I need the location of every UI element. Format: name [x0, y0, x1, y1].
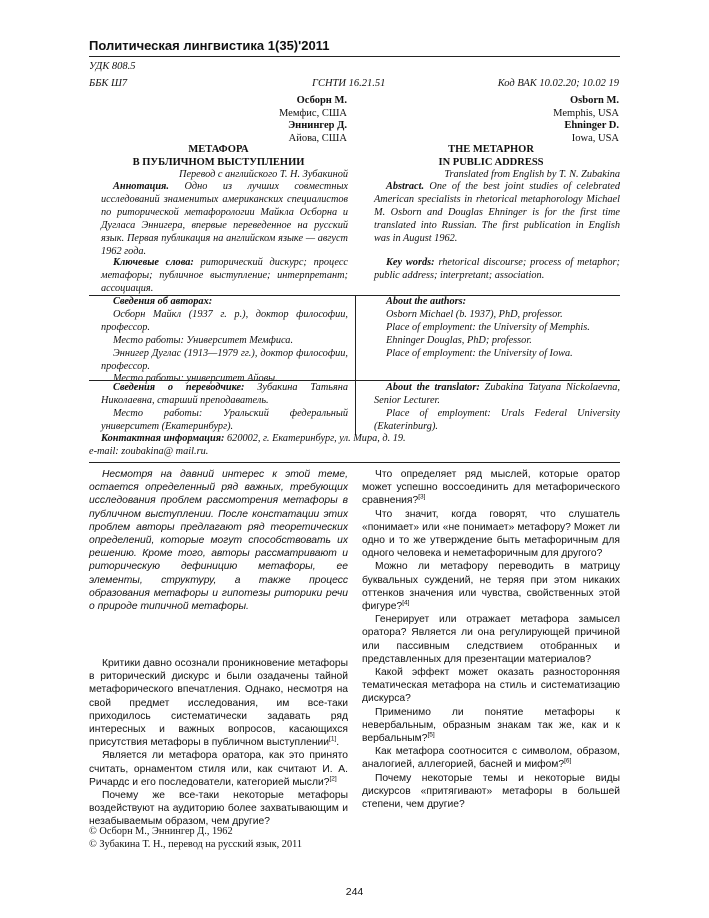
paragraph-text: Что определяет ряд мыслей, которые оратор может успешно воссоединить для метафорического сравнения? — [362, 469, 620, 507]
author-location: Айова, США — [288, 132, 347, 144]
section-label: Сведения об авторах: — [113, 296, 213, 307]
keywords-label: Key words: — [386, 257, 435, 268]
contact-address: 620002, г. Екатеринбург, ул. Мира, д. 19. — [227, 433, 406, 444]
about-translator-en — [362, 382, 620, 434]
contact-email[interactable]: e-mail: zoubakina@ mail.ru. — [89, 445, 209, 457]
author-name: Ehninger D. — [564, 120, 619, 132]
about-translator-ru — [89, 382, 348, 434]
translator-place: Place of employment: Urals Federal University (Ekaterinburg). — [374, 407, 620, 432]
body-paragraph — [362, 508, 620, 561]
keywords-en — [362, 257, 620, 283]
footnote-ref[interactable]: [3] — [418, 493, 426, 501]
paragraph-tail: . — [336, 737, 340, 749]
author-name: Osborn M. — [569, 95, 619, 106]
article-summary — [89, 468, 348, 613]
paragraph-text: Применимо ли понятие метафоры к невербальным, образным знакам так же, как и к вербальным? — [362, 706, 620, 745]
about-line: Place of employment: the University of Memphis. — [386, 321, 590, 333]
title-line: МЕТАФОРА — [188, 144, 249, 155]
about-line: Ehninger Douglas, PhD; professor. — [386, 334, 532, 346]
section-label: About the translator: — [386, 382, 480, 393]
footnote-ref[interactable]: [5] — [427, 731, 435, 739]
author-location: Iowa, USA — [571, 132, 619, 144]
about-line: Место работы: университет Айовы. — [113, 373, 278, 385]
translator-info: Zubakina Tatyana Nickolaevna, Senior Lecturer. — [374, 382, 620, 406]
keywords-ru — [89, 257, 348, 296]
footnote-ref[interactable]: [1] — [329, 735, 337, 743]
title-line: IN PUBLIC ADDRESS — [438, 157, 544, 168]
keywords-label: Ключевые слова: — [113, 257, 194, 268]
abstract-label: Abstract. — [386, 181, 425, 192]
title-line: В ПУБЛИЧНОМ ВЫСТУПЛЕНИИ — [132, 157, 305, 168]
about-line: Эннигер Дуглас (1913—1979 гг.), доктор философии, профессор. — [101, 347, 348, 372]
keywords-text: rhetorical discourse; process of metaphor; public address; interpretant; association. — [374, 257, 620, 281]
author-location: Мемфис, США — [278, 107, 347, 119]
copyright — [89, 825, 302, 851]
body-paragraph — [362, 772, 620, 812]
paragraph-text: Генерирует или отражает метафора замысел оратора? Является ли она регулирующей причиной или пассивным следствием отобранных и представленных для презентации материалов? — [362, 614, 620, 665]
journal-title: Политическая лингвистика 1(35)'2011 — [89, 38, 330, 53]
contact-info — [89, 433, 620, 459]
paragraph-text: Критики давно осознали проникновение метафоры в риторический дискурс и были озадачены тайной метафорического впечатления. Однако, несмотря на свой предмет исследования, им все-таки приходилось систематически задавать ряд интересных и важных вопросов, касающихся присутствия метафоры в публичном выступлении — [89, 658, 348, 749]
abstract-text: Одно из лучших совместных исследований знаменитых американских специалистов по риторической метафорологии Майкла Осборна и Дугласа Эннигера, впервые переведенное на русский язык. Первая публикация на английском языке — август 1962 года. — [101, 181, 348, 257]
about-authors-ru — [89, 296, 348, 386]
page-number: 244 — [345, 886, 364, 898]
translator-info: Зубакина Татьяна Николаевна, старший преподаватель. — [101, 382, 348, 406]
paragraph-text: Почему некоторые темы и некоторые виды дискурсов «притягивают» метафоры в большей степени, чем другие? — [362, 772, 620, 811]
summary-text: Несмотря на давний интерес к этой теме, остается определенный ряд важных, требующих исследования проблем рассмотрения метафоры в публичном выступлении. После констатации этих проблем авторы предлагают ряд теоретических определений, которые могут способствовать их решению. Кроме того, авторы рассматривают и риторическую дефиницию метафоры, ее элементы, структуру, а также процесс образования метафоры и гипотезы риторики речи о природе типичной метафоры. — [89, 469, 348, 613]
about-line: Place of employment: the University of Iowa. — [386, 347, 573, 359]
body-left-column — [89, 657, 348, 829]
body-paragraph — [362, 613, 620, 666]
body-paragraph — [89, 749, 348, 789]
paragraph-text: Можно ли метафору переводить в матрицу буквальных суждений, не теряя при этом никаких оттенков значения или чувства, свойственных этой фигуре? — [362, 561, 620, 613]
paragraph-text: Является ли метафора оратора, как это принято считать, орнаментом стиля или, как считают И. А. Ричардс и его последователи, категорией мысли? — [89, 750, 348, 788]
paragraph-text: Почему же все-таки некоторые метафоры воздействуют на аудиторию более захватывающим и незабываемым образом, чем другие? — [89, 790, 348, 828]
udk-code: УДК 808.5 — [89, 61, 136, 72]
vak-code: Код ВАК 10.02.20; 10.02 19 — [497, 78, 619, 89]
keywords-text: риторический дискурс; процесс метафоры; публичное выступление; интерпретант; ассоциация. — [101, 257, 348, 294]
body-paragraph — [362, 666, 620, 706]
body-paragraph — [362, 706, 620, 746]
body-paragraph — [362, 468, 620, 508]
abstract-en — [362, 181, 620, 246]
about-line: Место работы: Университет Мемфиса. — [113, 334, 294, 346]
header-rule — [89, 56, 620, 57]
about-line: Осборн Майкл (1937 г. р.), доктор философии, профессор. — [101, 308, 348, 333]
body-paragraph — [362, 560, 620, 613]
footnote-ref[interactable]: [4] — [402, 599, 410, 607]
about-line: Osborn Michael (b. 1937), PhD, professor. — [386, 308, 563, 320]
article-title-en — [362, 143, 620, 169]
author-name: Эннингер Д. — [288, 120, 347, 132]
paragraph-text: Как метафора соотносится с символом, образом, аналогией, аллегорией, басней и мифом? — [362, 746, 620, 771]
section-label: Сведения о переводчике: — [113, 382, 245, 393]
body-right-column — [362, 468, 620, 811]
footnote-ref[interactable]: [6] — [564, 758, 572, 766]
paragraph-text: Что значит, когда говорят, что слушатель «понимает» или «не понимает» метафору? Может ли одно и то же утверждение быть метафоричным для одного человека и неметафоричным для другого? — [362, 508, 620, 560]
copyright-line: © Осборн М., Эннингер Д., 1962 — [89, 826, 233, 837]
grnti-code: ГСНТИ 16.21.51 — [312, 78, 386, 89]
translator-place: Место работы: Уральский федеральный университет (Екатеринбург). — [101, 407, 348, 432]
section-label: About the authors: — [386, 296, 467, 307]
abstract-text: One of the best joint studies of celebrated American specialists in rhetorical metaphorology Michael M. Osborn and Douglas Ehninger is for the first time translated into Russian. The first publication in English was in August 1962. — [374, 181, 621, 244]
author-name: Осборн М. — [296, 95, 347, 106]
author-location: Memphis, USA — [553, 107, 619, 119]
copyright-line: © Зубакина Т. Н., перевод на русский язык, 2011 — [89, 839, 303, 850]
footnote-ref[interactable]: [2] — [329, 775, 337, 783]
body-paragraph — [89, 657, 348, 749]
body-paragraph — [362, 745, 620, 771]
authors-en — [419, 95, 619, 145]
column-divider — [355, 381, 356, 435]
paragraph-text: Какой эффект может оказать разносторонняя тематическая метафора на стиль и систематизацию дискурса? — [362, 667, 620, 705]
body-paragraph — [89, 789, 348, 829]
about-authors-en — [362, 296, 620, 361]
translator-note-en: Translated from English by T. N. Zubakina — [444, 169, 620, 180]
column-divider — [355, 296, 356, 380]
article-title-ru — [89, 143, 348, 169]
divider — [89, 462, 620, 463]
authors-ru — [147, 95, 347, 145]
abstract-ru — [89, 181, 348, 258]
title-line: THE METAPHOR — [448, 144, 534, 155]
contact-label: Контактная информация: — [101, 433, 225, 444]
translator-note-ru: Перевод с английского Т. Н. Зубакиной — [179, 169, 348, 180]
bbk-code: ББК Ш7 — [89, 78, 128, 89]
abstract-label: Аннотация. — [113, 181, 169, 192]
